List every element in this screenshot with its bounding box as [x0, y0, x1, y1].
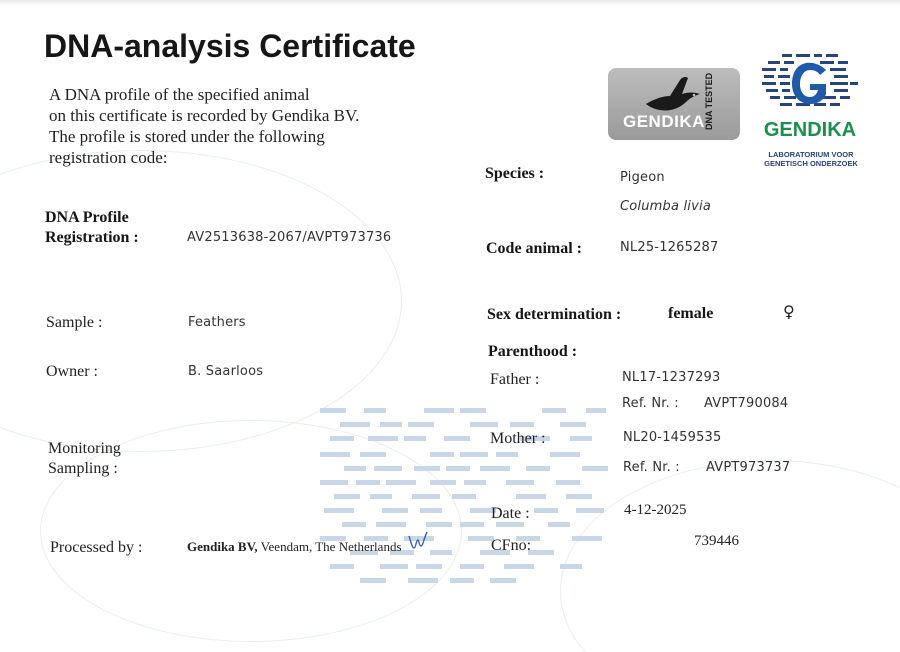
- species-common: Pigeon: [620, 170, 665, 185]
- intro-line: The profile is stored under the following: [49, 127, 325, 146]
- dna-tested-badge: [608, 68, 740, 140]
- badge-side-text: DNA TESTED: [704, 72, 714, 130]
- intro-text: [49, 84, 359, 168]
- mother-label: Mother :: [490, 430, 546, 447]
- intro-line: on this certificate is recorded by Gendika BV.: [49, 106, 360, 125]
- sample-label: Sample :: [46, 314, 103, 331]
- monitoring-label-line: Monitoring: [48, 440, 121, 457]
- intro-line: A DNA profile of the specified animal: [49, 85, 310, 104]
- processed-place: Veendam, The Netherlands: [260, 539, 402, 554]
- signature-mark: [406, 528, 430, 552]
- lab-subtitle-line: GENETISCH ONDERZOEK: [764, 159, 858, 168]
- mother-value: NL20-1459535: [623, 430, 722, 445]
- badge-wordmark: GENDIKA: [623, 112, 705, 131]
- owner-value: B. Saarloos: [188, 364, 264, 379]
- sex-value: female: [668, 305, 714, 322]
- watermark-logo: [320, 400, 630, 590]
- species-label: Species :: [485, 165, 545, 182]
- mother-ref-value: AVPT973737: [706, 460, 791, 475]
- code-animal-label: Code animal :: [486, 240, 582, 257]
- mother-ref-label: Ref. Nr. :: [623, 460, 680, 475]
- lab-subtitle-line: LABORATORIUM VOOR: [768, 150, 854, 159]
- sex-label: Sex determination :: [487, 306, 622, 323]
- father-ref-value: AVPT790084: [704, 396, 789, 411]
- gendika-g-logo: [760, 52, 860, 116]
- intro-line: registration code:: [49, 148, 168, 167]
- species-latin: Columba livia: [620, 199, 711, 214]
- registration-code: AV2513638-2067/AVPT973736: [187, 230, 392, 245]
- lab-subtitle: [758, 150, 864, 168]
- top-edge: [0, 0, 900, 6]
- monitoring-label-line: Sampling :: [48, 460, 118, 477]
- profile-label-line: DNA Profile: [45, 209, 129, 226]
- date-value: 4-12-2025: [624, 502, 687, 518]
- female-icon: ♀: [783, 302, 795, 321]
- cfno-value: 739446: [694, 533, 739, 549]
- cfno-label: CFno:: [491, 537, 532, 554]
- certificate-title: DNA-analysis Certificate: [44, 28, 416, 64]
- owner-label: Owner :: [46, 363, 98, 380]
- sample-value: Feathers: [188, 315, 246, 330]
- father-label: Father :: [490, 371, 540, 388]
- code-animal-value: NL25-1265287: [620, 240, 719, 255]
- processed-label: Processed by :: [50, 539, 143, 556]
- date-label: Date :: [491, 505, 530, 522]
- father-value: NL17-1237293: [622, 370, 721, 385]
- gendika-wordmark: GENDIKA: [763, 119, 857, 141]
- profile-label-line: Registration :: [45, 229, 139, 246]
- processed-name: Gendika BV,: [187, 539, 258, 554]
- processed-by-value: [187, 539, 402, 555]
- father-ref-label: Ref. Nr. :: [622, 396, 679, 411]
- parenthood-label: Parenthood :: [488, 343, 578, 360]
